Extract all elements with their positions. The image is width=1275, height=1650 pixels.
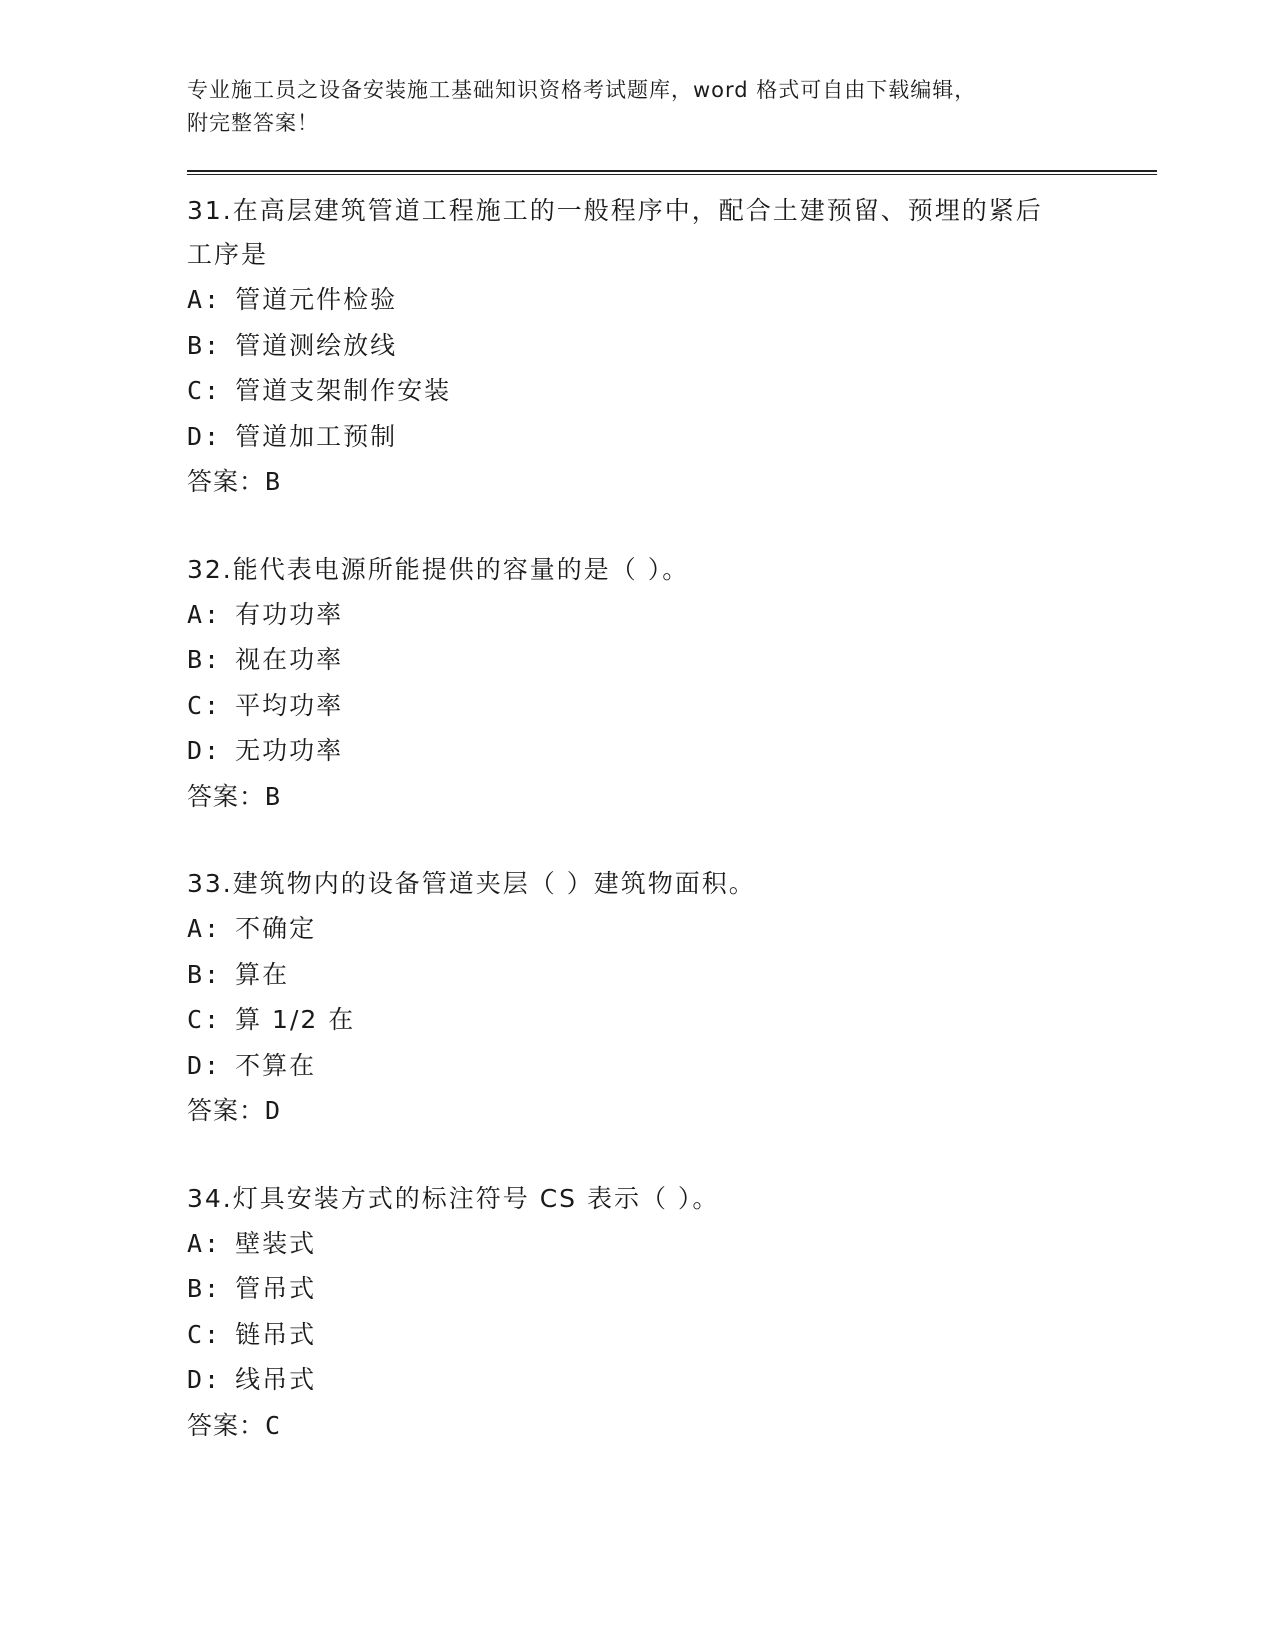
header-line-1: 专业施工员之设备安装施工基础知识资格考试题库，word 格式可自由下载编辑，	[187, 78, 977, 102]
answer-label: 答案：	[187, 467, 266, 496]
option-key: A:	[187, 914, 222, 943]
option-key: C:	[187, 1005, 222, 1034]
answer-value: B	[265, 781, 282, 811]
option-key: D:	[187, 1050, 222, 1080]
option-c	[187, 997, 1157, 1043]
option-a	[187, 1221, 1157, 1267]
header-divider	[187, 170, 1157, 175]
option-text: 视在功率	[235, 645, 344, 674]
question-31	[187, 189, 1157, 505]
option-text: 不算在	[235, 1050, 317, 1080]
option-text: 有功功率	[235, 599, 344, 629]
option-text: 无功功率	[235, 736, 344, 765]
option-text: 管吊式	[235, 1274, 317, 1303]
option-a	[187, 906, 1157, 952]
document-header	[187, 74, 1157, 140]
option-key: D:	[187, 736, 222, 765]
option-key: B:	[187, 330, 222, 360]
option-text: 管道元件检验	[235, 285, 398, 314]
option-text: 不确定	[235, 914, 317, 943]
option-c	[187, 1312, 1157, 1358]
answer-label: 答案：	[187, 1410, 266, 1440]
option-key: A:	[187, 285, 222, 314]
answer-value: D	[265, 1096, 282, 1125]
option-key: A:	[187, 599, 222, 629]
question-stem: 32.能代表电源所能提供的容量的是（ ）。	[187, 554, 690, 584]
option-text: 壁装式	[235, 1228, 317, 1258]
answer-label: 答案：	[187, 1096, 266, 1125]
answer-value: B	[265, 467, 282, 496]
question-32	[187, 548, 1157, 820]
option-d	[187, 1357, 1157, 1403]
option-key: C:	[187, 376, 222, 405]
option-text: 算 1/2 在	[235, 1005, 356, 1034]
option-key: B:	[187, 1274, 222, 1303]
answer-line	[187, 1088, 1157, 1134]
option-key: B:	[187, 645, 222, 674]
option-key: A:	[187, 1228, 222, 1258]
question-stem: 31.在高层建筑管道工程施工的一般程序中，配合土建预留、预埋的紧后工序是	[187, 196, 1043, 269]
option-a	[187, 592, 1157, 638]
option-text: 管道测绘放线	[235, 330, 398, 360]
answer-label: 答案：	[187, 781, 266, 811]
question-stem: 33.建筑物内的设备管道夹层（ ）建筑物面积。	[187, 869, 756, 898]
header-line-2: 附完整答案！	[187, 111, 319, 135]
question-list	[187, 189, 1157, 1448]
option-d	[187, 728, 1157, 774]
option-key: B:	[187, 959, 222, 989]
option-b	[187, 1266, 1157, 1312]
option-text: 管道支架制作安装	[235, 376, 452, 405]
option-key: D:	[187, 1365, 222, 1394]
option-d	[187, 1043, 1157, 1089]
document-page	[187, 74, 1157, 1491]
answer-line	[187, 1403, 1157, 1449]
option-text: 算在	[235, 959, 290, 989]
option-a	[187, 277, 1157, 323]
option-d	[187, 414, 1157, 460]
option-c	[187, 683, 1157, 729]
option-b	[187, 637, 1157, 683]
option-key: C:	[187, 1319, 222, 1349]
option-key: C:	[187, 690, 222, 720]
option-text: 管道加工预制	[235, 421, 398, 451]
answer-line	[187, 774, 1157, 820]
option-c	[187, 368, 1157, 414]
question-34	[187, 1177, 1157, 1449]
answer-value: C	[265, 1410, 282, 1440]
option-key: D:	[187, 421, 222, 451]
option-text: 链吊式	[235, 1319, 317, 1349]
option-text: 平均功率	[235, 690, 344, 720]
option-b	[187, 323, 1157, 369]
option-b	[187, 952, 1157, 998]
option-text: 线吊式	[235, 1365, 317, 1394]
question-33	[187, 862, 1157, 1134]
question-stem: 34.灯具安装方式的标注符号 CS 表示（ ）。	[187, 1183, 720, 1213]
answer-line	[187, 459, 1157, 505]
